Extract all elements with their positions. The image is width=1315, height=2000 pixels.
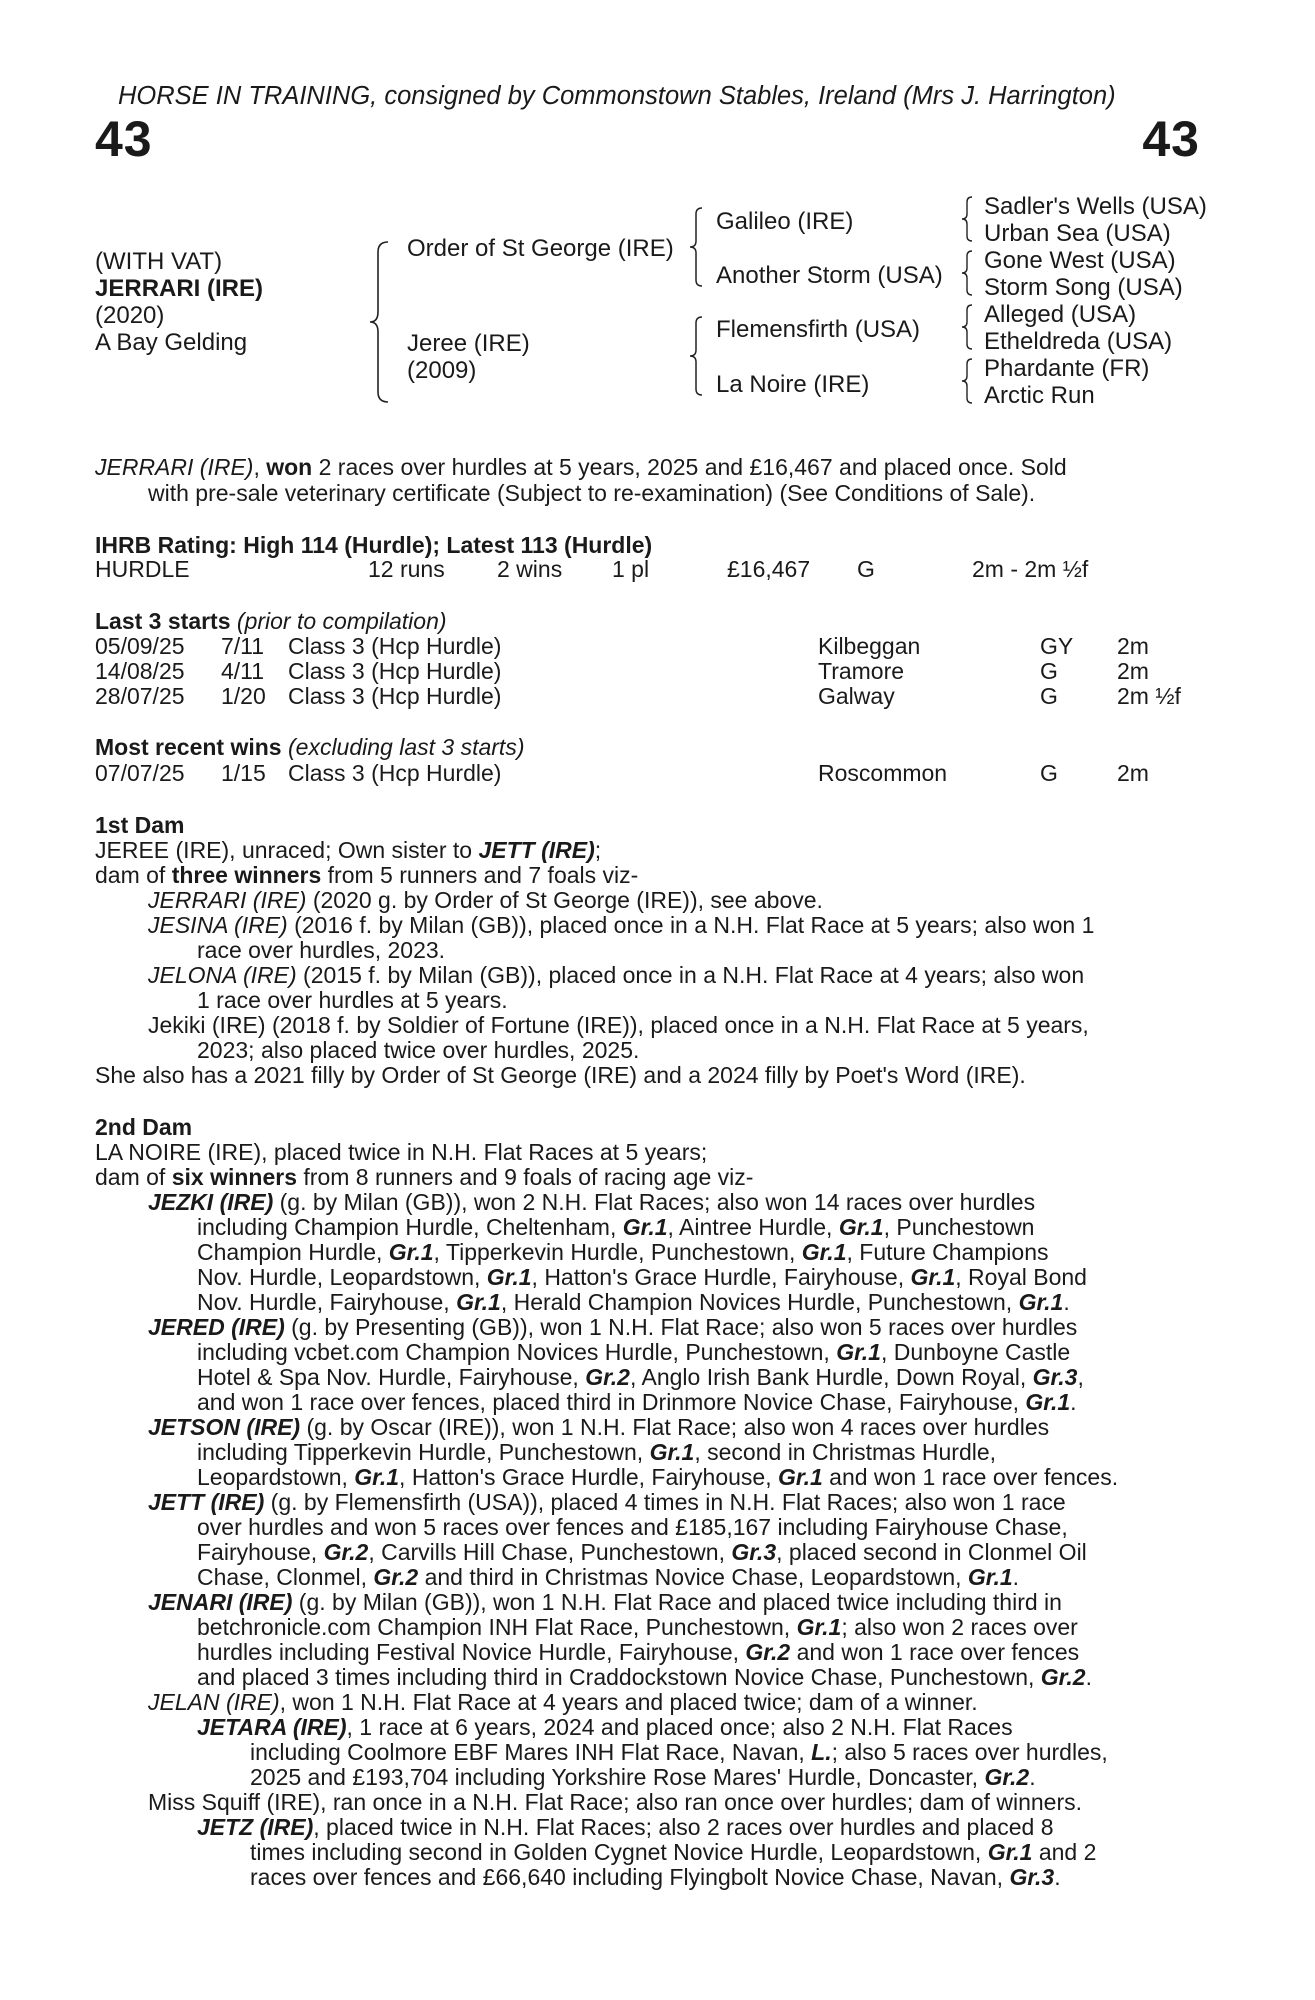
race-distance: 2m ½f [1117,683,1181,709]
race-position: 1/15 [221,760,266,786]
jered-line-3 [197,1365,1084,1391]
rating-type: HURDLE [95,556,190,582]
grade-badge: Gr.2 [745,1639,791,1665]
summary-text: 2 races over hurdles at 5 years, 2025 and £16,467 and placed once. Sold [312,454,1067,480]
grade-badge: Gr.1 [622,1214,668,1240]
race-distance: 2m [1117,760,1149,786]
text: (g. by Milan (GB)), won 2 N.H. Flat Races; also won 14 races over hurdles [273,1189,1036,1215]
dam-brace [688,315,706,397]
grade-badge: Gr.1 [987,1839,1033,1865]
text: including Tipperkevin Hurdle, Punchestown, [197,1439,650,1465]
text: . [1070,1389,1077,1415]
dam-year: (2009) [407,357,477,384]
text: , Dunboyne Castle [880,1339,1071,1365]
gen3-1: Sadler's Wells (USA) [984,193,1207,220]
text: , Anglo Irish Bank Hurdle, Down Royal, [629,1364,1033,1390]
race-position: 4/11 [221,658,265,684]
jetara-line-1 [197,1715,1013,1741]
offspring-jerrari [148,888,823,914]
race-distance: 2m [1117,633,1149,659]
text: betchronicle.com Champion INH Flat Race, Punchestown, [197,1614,797,1640]
sire: Order of St George (IRE) [407,235,674,262]
jetson-line-1 [148,1415,1049,1441]
text: (g. by Presenting (GB)), won 1 N.H. Flat Race; also won 5 races over hurdles [284,1314,1078,1340]
grade-badge: Gr.1 [354,1464,400,1490]
grade-badge: Gr.1 [778,1464,823,1490]
second-dam-line-2 [95,1165,753,1191]
recent-wins-heading [95,735,524,761]
text: and 2 [1032,1839,1097,1865]
text: (g. by Oscar (IRE)), won 1 N.H. Flat Race; also won 4 races over hurdles [300,1414,1050,1440]
sire-brace [688,206,706,288]
gen3-5: Alleged (USA) [984,301,1137,328]
text: . [1029,1764,1036,1790]
text: , 1 race at 6 years, 2024 and placed once; also 2 N.H. Flat Races [346,1714,1013,1740]
grade-badge: Gr.1 [486,1264,532,1290]
text: dam of [95,1164,172,1190]
jetson-line-3 [197,1465,1118,1491]
text: (g. by Flemensfirth (USA)), placed 4 times in N.H. Flat Races; also won 1 race [264,1489,1066,1515]
horse-year: (2020) [95,302,165,329]
jered-line-2 [197,1340,1070,1366]
grade-badge: Gr.1 [1018,1289,1064,1315]
second-dam-title: 2nd Dam [95,1114,193,1140]
grade-badge: Gr.1 [1025,1389,1071,1415]
grade-badge: Gr.3 [1032,1364,1078,1390]
horse-name: JERRARI (IRE) [95,275,264,302]
jenari-line-1 [148,1590,1062,1616]
offspring-name: JENARI (IRE) [148,1589,293,1615]
offspring-jelona-cont: 1 race over hurdles at 5 years. [197,987,508,1013]
jetz-line-1 [197,1815,1053,1841]
text: Nov. Hurdle, Fairyhouse, [197,1289,457,1315]
text: from 5 runners and 7 foals viz- [321,862,639,888]
text: 2025 and £193,704 including Yorkshire Rose Mares' Hurdle, Doncaster, [250,1764,985,1790]
jetson-line-2 [197,1440,996,1466]
lot-number-left: 43 [95,111,153,167]
text: races over fences and £66,640 including Flyingbolt Novice Chase, Navan, [250,1864,1010,1890]
jenari-line-3 [197,1640,1079,1666]
grade-badge: Gr.1 [649,1439,695,1465]
race-going: G [1040,683,1058,709]
jett-ref: JETT (IRE) [478,837,595,863]
grade-badge: Gr.2 [984,1764,1030,1790]
jezki-line-3 [197,1240,1048,1266]
text: (g. by Milan (GB)), won 1 N.H. Flat Race and placed twice including third in [292,1589,1062,1615]
race-position: 1/20 [221,683,266,709]
main-brace [368,240,392,405]
jetara-line-2 [250,1740,1108,1766]
consignment-header: HORSE IN TRAINING, consigned by Commonstown Stables, Ireland (Mrs J. Harrington) [118,82,1116,110]
text: including Champion Hurdle, Cheltenham, [197,1214,623,1240]
offspring-name: JETARA (IRE) [197,1714,347,1740]
recent-wins-title: Most recent wins [95,734,282,760]
text: , placed twice in N.H. Flat Races; also 2 races over hurdles and placed 8 [313,1814,1054,1840]
text: Hotel & Spa Nov. Hurdle, Fairyhouse, [197,1364,586,1390]
race-course: Galway [818,683,895,709]
rating-going: G [857,556,875,582]
text: ; [594,837,602,863]
text: , Hatton's Grace Hurdle, Fairyhouse, [399,1464,778,1490]
offspring-jesina [148,913,1094,939]
sire-sire: Galileo (IRE) [716,208,854,235]
text: , won 1 N.H. Flat Race at 4 years and placed twice; dam of a winner. [279,1689,978,1715]
gen3-2: Urban Sea (USA) [984,220,1171,247]
grade-badge: Gr.1 [836,1339,881,1365]
jezki-line-5 [197,1290,1070,1316]
text: . [1063,1289,1070,1315]
grade-badge: Gr.3 [731,1539,777,1565]
offspring-jesina-cont: race over hurdles, 2023. [197,937,446,963]
text: , Future Champions [846,1239,1049,1265]
race-course: Kilbeggan [818,633,921,659]
summary-horse-name: JERRARI (IRE) [95,454,254,480]
jett-line-2: over hurdles and won 5 races over fences and £185,167 including Fairyhouse Chase, [197,1514,1068,1540]
jered-line-1 [148,1315,1077,1341]
race-class: Class 3 (Hcp Hurdle) [288,760,502,786]
text: Champion Hurdle, [197,1239,389,1265]
jezki-line-4 [197,1265,1087,1291]
text: including Coolmore EBF Mares INH Flat Race, Navan, [250,1739,812,1765]
grade-badge: Gr.1 [967,1564,1013,1590]
offspring-name: JERRARI (IRE) [148,887,307,913]
grade-badge: Gr.2 [585,1364,630,1390]
grade-badge: Gr.2 [323,1539,369,1565]
race-date: 07/07/25 [95,760,185,786]
race-course: Tramore [818,658,905,684]
jenari-line-2 [197,1615,1078,1641]
race-class: Class 3 (Hcp Hurdle) [288,683,502,709]
text: and third in Christmas Novice Chase, Leopardstown, [418,1564,968,1590]
race-date: 05/09/25 [95,633,185,659]
text: Fairyhouse, [197,1539,324,1565]
text: and won 1 race over fences, placed third in Drinmore Novice Chase, Fairyhouse, [197,1389,1026,1415]
rating-distance: 2m - 2m ½f [972,556,1089,582]
gen3-4: Storm Song (USA) [984,274,1183,301]
grade-badge: Gr.3 [1009,1864,1055,1890]
offspring-jekiki-cont: 2023; also placed twice over hurdles, 2025. [197,1037,640,1063]
text: (2015 f. by Milan (GB)), placed once in a N.H. Flat Race at 4 years; also won [296,962,1085,988]
sire-dam: Another Storm (USA) [716,262,943,289]
rating-runs: 12 runs [368,556,445,582]
miss-squiff-line-1: Miss Squiff (IRE), ran once in a N.H. Flat Race; also ran once over hurdles; dam of winners. [148,1789,1083,1815]
jezki-line-1 [148,1190,1035,1216]
dam-dam: La Noire (IRE) [716,371,870,398]
text: Leopardstown, [197,1464,355,1490]
second-dam-line-1: LA NOIRE (IRE), placed twice in N.H. Flat Races at 5 years; [95,1139,708,1165]
dam: Jeree (IRE) [407,330,530,357]
gen3-braces [960,195,976,415]
jered-line-4 [197,1390,1077,1416]
race-date: 28/07/25 [95,683,185,709]
offspring-name: JETT (IRE) [148,1489,265,1515]
text: , Royal Bond [955,1264,1087,1290]
offspring-name: JELONA (IRE) [148,962,297,988]
text: . [1012,1564,1020,1590]
first-dam-title: 1st Dam [95,812,185,838]
text: , Hatton's Grace Hurdle, Fairyhouse, [531,1264,911,1290]
winners-count: six winners [171,1164,297,1190]
offspring-jekiki: Jekiki (IRE) (2018 f. by Soldier of Fortune (IRE)), placed once in a N.H. Flat Race at 5 years, [148,1012,1089,1038]
grade-badge: Gr.2 [373,1564,419,1590]
rating-earnings: £16,467 [727,556,811,582]
race-date: 14/08/25 [95,658,185,684]
last3-note: (prior to compilation) [236,608,447,634]
grade-badge: Gr.1 [456,1289,501,1315]
text: , Tipperkevin Hurdle, Punchestown, [433,1239,802,1265]
offspring-name: JERED (IRE) [148,1314,285,1340]
grade-badge: Gr.1 [910,1264,956,1290]
recent-wins-note: (excluding last 3 starts) [288,734,525,760]
offspring-name: JETZ (IRE) [197,1814,314,1840]
jezki-line-2 [197,1215,1034,1241]
first-dam-line-2 [95,863,638,889]
text: , Herald Champion Novices Hurdle, Punchestown, [500,1289,1019,1315]
grade-badge: Gr.1 [838,1214,884,1240]
text: Nov. Hurdle, Leopardstown, [197,1264,487,1290]
grade-badge: Gr.1 [796,1614,842,1640]
jelan-line-1 [148,1690,978,1716]
last3-heading [95,609,447,635]
race-going: GY [1040,633,1074,659]
dam-sire: Flemensfirth (USA) [716,316,921,343]
lot-number-right: 43 [1142,111,1200,167]
jenari-line-4 [197,1665,1092,1691]
offspring-name: JESINA (IRE) [148,912,288,938]
text: hurdles including Festival Novice Hurdle, Fairyhouse, [197,1639,746,1665]
offspring-name: JETSON (IRE) [148,1414,301,1440]
text: , Punchestown [883,1214,1035,1240]
race-position: 7/11 [221,633,265,659]
rating-placed: 1 pl [612,556,650,582]
jetz-line-2 [250,1840,1096,1866]
first-dam-line-1 [95,838,601,864]
text: from 8 runners and 9 foals of racing age viz- [297,1164,754,1190]
text: times including second in Golden Cygnet Novice Hurdle, Leopardstown, [250,1839,988,1865]
grade-badge: Gr.2 [1040,1664,1086,1690]
offspring-name: JEZKI (IRE) [148,1189,274,1215]
text: , [1077,1364,1084,1390]
ihrb-rating-title: IHRB Rating: High 114 (Hurdle); Latest 113 (Hurdle) [95,532,653,558]
summary-line-2: with pre-sale veterinary certificate (Subject to re-examination) (See Conditions of Sale). [148,480,1036,506]
text: . [1085,1664,1092,1690]
race-going: G [1040,658,1058,684]
text: JEREE (IRE), unraced; Own sister to [95,837,479,863]
summary-line-1: JERRARI (IRE), won 2 races over hurdles at 5 years, 2025 and £16,467 and placed once. Sold [95,454,1067,480]
jetara-line-3 [250,1765,1036,1791]
text: , Aintree Hurdle, [667,1214,839,1240]
vat-label: (WITH VAT) [95,248,223,275]
jett-line-1 [148,1490,1066,1516]
text: and won 1 race over fences. [822,1464,1119,1490]
offspring-jelona [148,963,1084,989]
jett-line-3 [197,1540,1087,1566]
race-course: Roscommon [818,760,948,786]
text: , placed second in Clonmel Oil [776,1539,1087,1565]
gen3-7: Phardante (FR) [984,355,1150,382]
jett-line-4 [197,1565,1019,1591]
jetz-line-3 [250,1865,1061,1891]
race-class: Class 3 (Hcp Hurdle) [288,633,502,659]
last3-title: Last 3 starts [95,608,231,634]
first-dam-also: She also has a 2021 filly by Order of St George (IRE) and a 2024 filly by Poet's Word (IRE). [95,1062,1026,1088]
rating-wins: 2 wins [497,556,563,582]
text: ; also 5 races over hurdles, [831,1739,1108,1765]
text: , second in Christmas Hurdle, [694,1439,997,1465]
race-going: G [1040,760,1058,786]
grade-badge: Gr.1 [388,1239,434,1265]
race-class: Class 3 (Hcp Hurdle) [288,658,502,684]
text: and won 1 race over fences [790,1639,1080,1665]
text: , Carvills Hill Chase, Punchestown, [368,1539,732,1565]
gen3-3: Gone West (USA) [984,247,1176,274]
offspring-name: JELAN (IRE) [148,1689,280,1715]
text: (2016 f. by Milan (GB)), placed once in a N.H. Flat Race at 5 years; also won 1 [287,912,1095,938]
text: and placed 3 times including third in Craddockstown Novice Chase, Punchestown, [197,1664,1041,1690]
text: . [1054,1864,1061,1890]
grade-badge: L. [811,1739,832,1765]
horse-description: A Bay Gelding [95,329,248,356]
race-distance: 2m [1117,658,1149,684]
grade-badge: Gr.1 [801,1239,847,1265]
summary-won: won [266,454,313,480]
winners-count: three winners [171,862,322,888]
gen3-8: Arctic Run [984,382,1095,409]
gen3-6: Etheldreda (USA) [984,328,1173,355]
text: including vcbet.com Champion Novices Hurdle, Punchestown, [197,1339,837,1365]
text: Chase, Clonmel, [197,1564,374,1590]
text: ; also won 2 races over [841,1614,1078,1640]
text: (2020 g. by Order of St George (IRE)), see above. [306,887,823,913]
text: dam of [95,862,172,888]
